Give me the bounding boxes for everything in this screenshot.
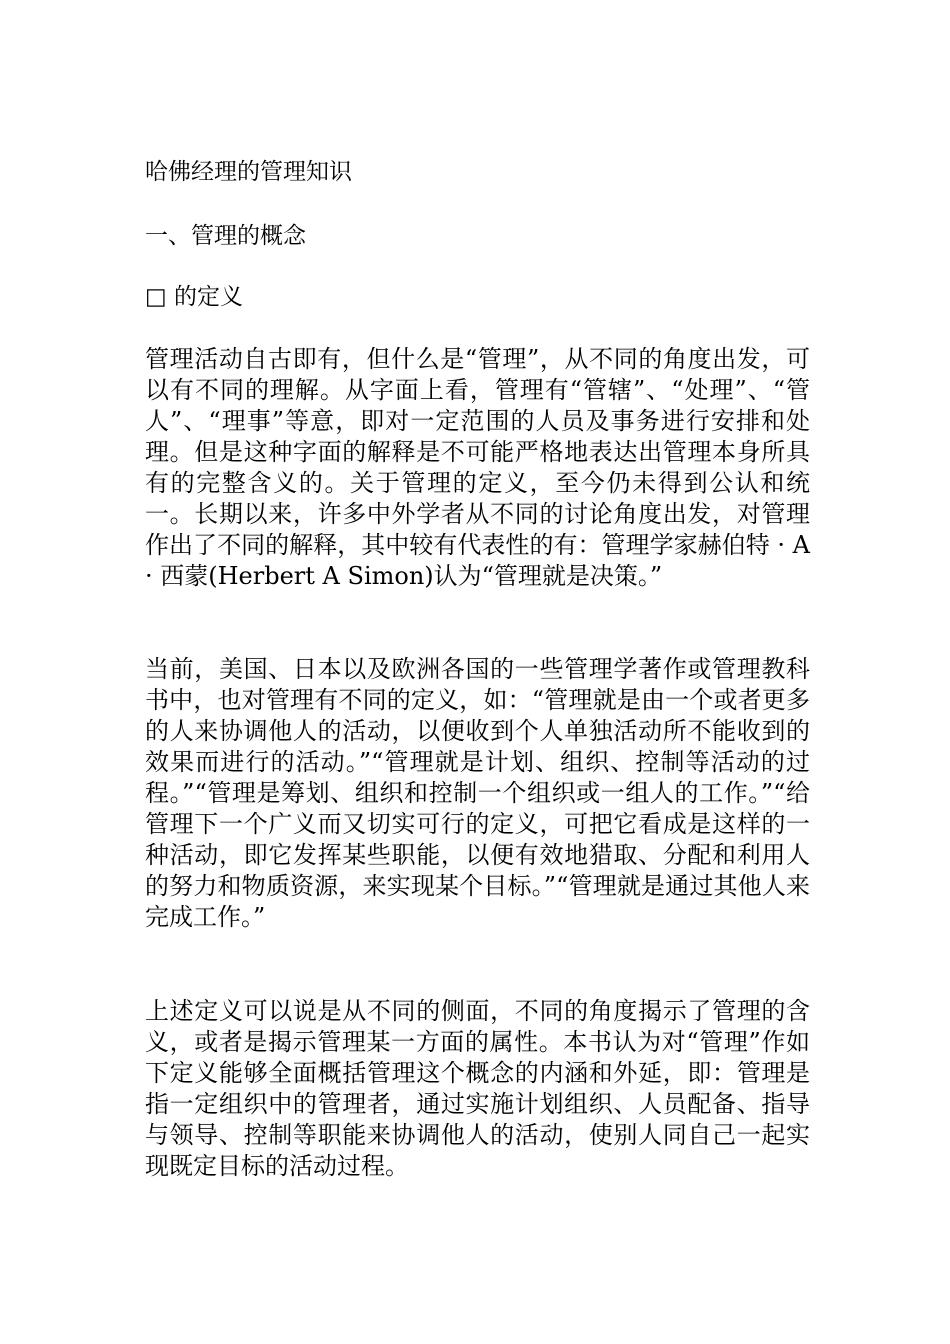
- document-title: 哈佛经理的管理知识: [145, 159, 352, 185]
- body-paragraph: 管理活动自古即有，但什么是“管理”，从不同的角度出发，可以有不同的理解。从字面上看，管理有“管辖”、“处理”、“管人”、“理事”等意，即对一定范围的人员及事务进行安排和处理。但是这种字面的解释是不可能严格地表达出管理本身所具有的完整含义的。关于管理的定义，至今仍未得到公认和统一。长期以来，许多中外学者从不同的讨论角度出发，对管理作出了不同的解释，其中较有代表性的有：管理学家赫伯特 · A · 西蒙(Herbert A Simon)认为“管理就是决策。”: [145, 345, 810, 590]
- body-paragraph: 上述定义可以说是从不同的侧面，不同的角度揭示了管理的含义，或者是揭示管理某一方面的属性。本书认为对“管理”作如下定义能够全面概括管理这个概念的内涵和外延，即：管理是指一定组织中的管理者，通过实施计划组织、人员配备、指导与领导、控制等职能来协调他人的活动，使别人同自己一起实现既定目标的活动过程。: [145, 997, 810, 1180]
- body-paragraph: 当前，美国、日本以及欧洲各国的一些管理学著作或管理教科书中，也对管理有不同的定义，如：“管理就是由一个或者更多的人来协调他人的活动，以便收到个人单独活动所不能收到的效果而进行的活动。”“管理就是计划、组织、控制等活动的过程。”“管理是筹划、组织和控制一个组织或一组人的工作。”“给管理下一个广义而又切实可行的定义，可把它看成是这样的一种活动，即它发挥某些职能，以便有效地猎取、分配和利用人的努力和物质资源，来实现某个目标。”“管理就是通过其他人来完成工作。”: [145, 655, 810, 931]
- section-heading: 一、管理的概念: [145, 223, 306, 249]
- subsection-heading: □ 的定义: [145, 284, 244, 310]
